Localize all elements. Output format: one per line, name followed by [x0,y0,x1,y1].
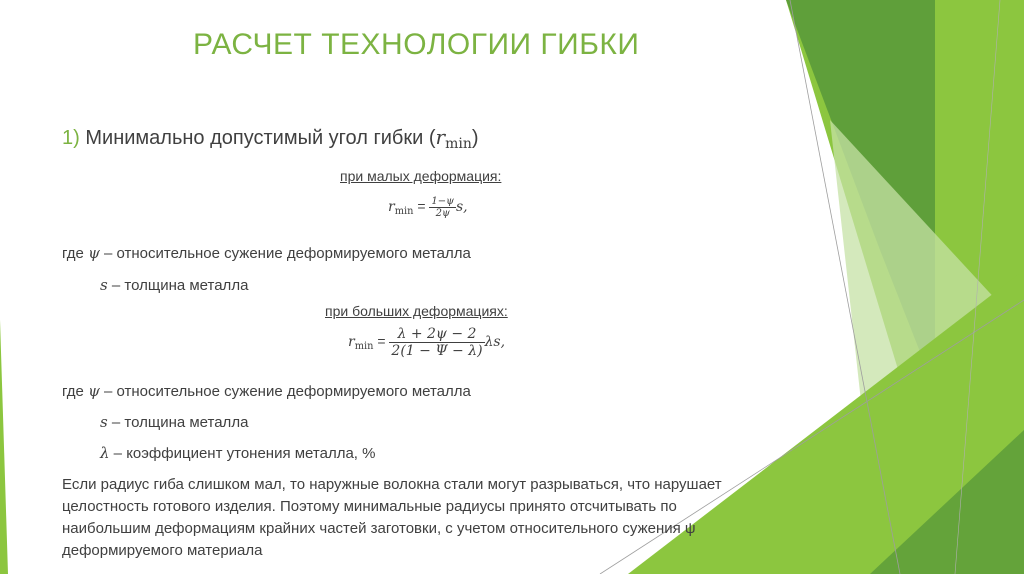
formula-small-eq: = [413,198,430,215]
def2-s [100,413,248,431]
def2-psi-prefix: где [62,383,89,400]
def1-psi-text: – относительное сужение деформируемого металла [99,245,471,262]
large-deform-label: при больших деформациях: [325,303,508,319]
def2-s-text: – толщина металла [107,414,249,431]
formula-small-tail: s, [456,199,468,216]
def2-lambda-text: – коэффициент утонения металла, % [109,445,376,462]
small-deform-label: при малых деформация: [340,168,502,184]
formula-large-lhs: r [348,334,355,351]
def1-psi-symbol: ψ [88,244,100,262]
formula-large-num: λ + 2ψ − 2 [389,326,484,343]
heading-number: 1) [62,127,80,149]
formula-small-lhs: r [388,199,395,216]
formula-large-eq: = [373,333,390,350]
def2-s-symbol: s [100,413,108,431]
def1-s-text: – толщина металла [107,277,249,294]
formula-large-den: 2(1 − Ψ − λ) [391,343,483,359]
def2-lambda [100,444,375,462]
def2-psi-text: – относительное сужение деформируемого металла [99,383,471,400]
green-shape-left-sliver [0,320,8,574]
explanation-paragraph: Если радиус гиба слишком мал, то наружные волокна стали могут разрываться, что нарушает целостность готового изделия. Поэтому минимальные радиусы принято отсчитывать по наибольшим деформациям крайних частей заготовки, с учетом относительного сужения ψ деформируемого материала [62,476,722,559]
heading-close: ) [471,127,479,149]
formula-small-den: 2ψ [435,208,450,219]
heading-text: Минимально допустимый угол гибки ( [85,127,436,149]
formula-large [348,326,505,359]
heading-r-sub: min [445,136,472,153]
formula-small-fraction [429,196,456,219]
def1-s [100,276,248,294]
formula-small-lhs-sub: min [394,206,414,218]
def2-lambda-symbol: λ [100,444,110,462]
def1-psi-prefix: где [62,245,89,262]
formula-large-fraction [389,326,484,359]
def1-psi [62,244,471,262]
heading-r: r [435,125,446,149]
heading-min-angle [62,125,479,152]
slide-title: РАСЧЕТ ТЕХНОЛОГИИ ГИБКИ [193,28,640,61]
formula-large-tail: λs, [484,334,506,351]
formula-small [388,196,468,219]
formula-small-num: 1−ψ [431,196,454,207]
def1-s-symbol: s [100,276,108,294]
def2-psi [62,382,471,400]
formula-large-lhs-sub: min [354,341,374,353]
def2-psi-symbol: ψ [88,382,100,400]
